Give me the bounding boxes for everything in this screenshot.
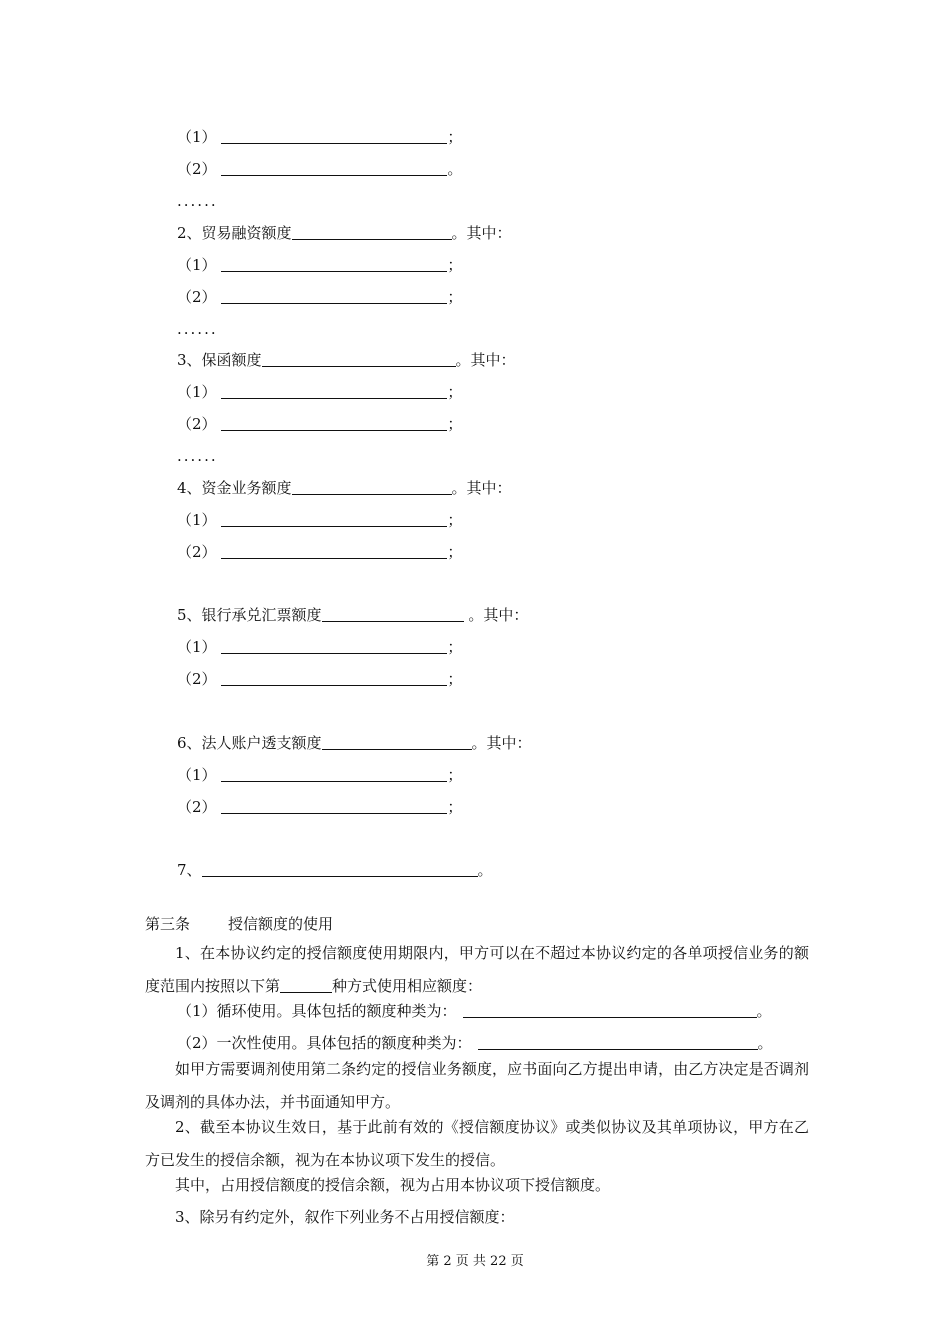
fill-blank[interactable]: [322, 735, 472, 750]
item-7: 7、 。: [177, 861, 493, 879]
item-fund-business: 4、资金业务额度 。其中：: [177, 479, 512, 497]
fill-blank[interactable]: [221, 289, 447, 304]
article-3-para-3: 3、除另有约定外，叙作下列业务不占用授信额度：: [175, 1208, 515, 1226]
page-number: 第 2 页 共 22 页: [426, 1254, 524, 1269]
sub-item-1: （1） ；: [177, 511, 463, 529]
item-trade-financing: 2、贸易融资额度 。其中：: [177, 224, 512, 242]
fill-blank[interactable]: [463, 1003, 757, 1018]
sub-item-2: （2） ；: [177, 288, 463, 306]
fill-blank[interactable]: [292, 480, 452, 495]
sub-item-2: （2） ；: [177, 798, 463, 816]
ellipsis: ......: [177, 192, 218, 210]
item-acceptance-bill: 5、银行承兑汇票额度 。其中：: [177, 606, 529, 624]
sub-item-2: （2） ；: [177, 670, 463, 688]
sub-item-1: （1） ；: [177, 383, 463, 401]
fill-blank[interactable]: [262, 352, 456, 367]
item-guarantee: 3、保函额度 。其中：: [177, 351, 516, 369]
sub-item-2: （2） ；: [177, 415, 463, 433]
fill-blank[interactable]: [221, 161, 447, 176]
fill-blank[interactable]: [221, 129, 447, 144]
fill-blank[interactable]: [221, 416, 447, 431]
ellipsis: ......: [177, 447, 218, 465]
fill-blank[interactable]: [221, 544, 447, 559]
article-3-para-1: 1、在本协议约定的授信额度使用期限内，甲方可以在不超过本协议约定的各单项授信业务的额度范围内按照以下第 种方式使用相应额度：: [145, 944, 809, 995]
sub-item-1: （1） ；: [177, 766, 463, 784]
sub-item-label: （1）: [177, 128, 217, 146]
article-3-para-2: 2、截至本协议生效日，基于此前有效的《授信额度协议》或类似协议及其单项协议，甲方在乙方已发生的授信余额，视为在本协议项下发生的授信。: [145, 1118, 809, 1169]
item-overdraft: 6、法人账户透支额度 。其中：: [177, 734, 532, 752]
sub-item-label: （2）: [177, 160, 217, 178]
article-3-heading: 第三条 授信额度的使用: [145, 915, 334, 933]
option-once: （2）一次性使用。具体包括的额度种类为： 。: [177, 1034, 773, 1052]
fill-blank[interactable]: [221, 671, 447, 686]
fill-blank[interactable]: [221, 384, 447, 399]
fill-blank[interactable]: [221, 799, 447, 814]
fill-blank[interactable]: [202, 862, 478, 877]
ellipsis: ......: [177, 320, 218, 338]
fill-blank[interactable]: [221, 639, 447, 654]
fill-blank[interactable]: [292, 225, 452, 240]
sub-item-2: （2） ；: [177, 543, 463, 561]
sub-item-1: （1） ；: [177, 128, 463, 146]
fill-blank[interactable]: [221, 767, 447, 782]
article-3-occupy: 其中，占用授信额度的授信余额，视为占用本协议项下授信额度。: [175, 1176, 611, 1194]
fill-blank[interactable]: [322, 607, 464, 622]
sub-item-1: （1） ；: [177, 256, 463, 274]
fill-blank[interactable]: [221, 257, 447, 272]
sub-item-1: （1） ；: [177, 638, 463, 656]
fill-blank[interactable]: [280, 978, 332, 993]
sub-item-2: （2） 。: [177, 160, 463, 178]
article-3-adjust: 如甲方需要调剂使用第二条约定的授信业务额度，应书面向乙方提出申请，由乙方决定是否调剂及调剂的具体办法，并书面通知甲方。: [145, 1060, 809, 1111]
fill-blank[interactable]: [478, 1035, 758, 1050]
option-cyclic: （1）循环使用。具体包括的额度种类为： 。: [177, 1002, 772, 1020]
fill-blank[interactable]: [221, 512, 447, 527]
